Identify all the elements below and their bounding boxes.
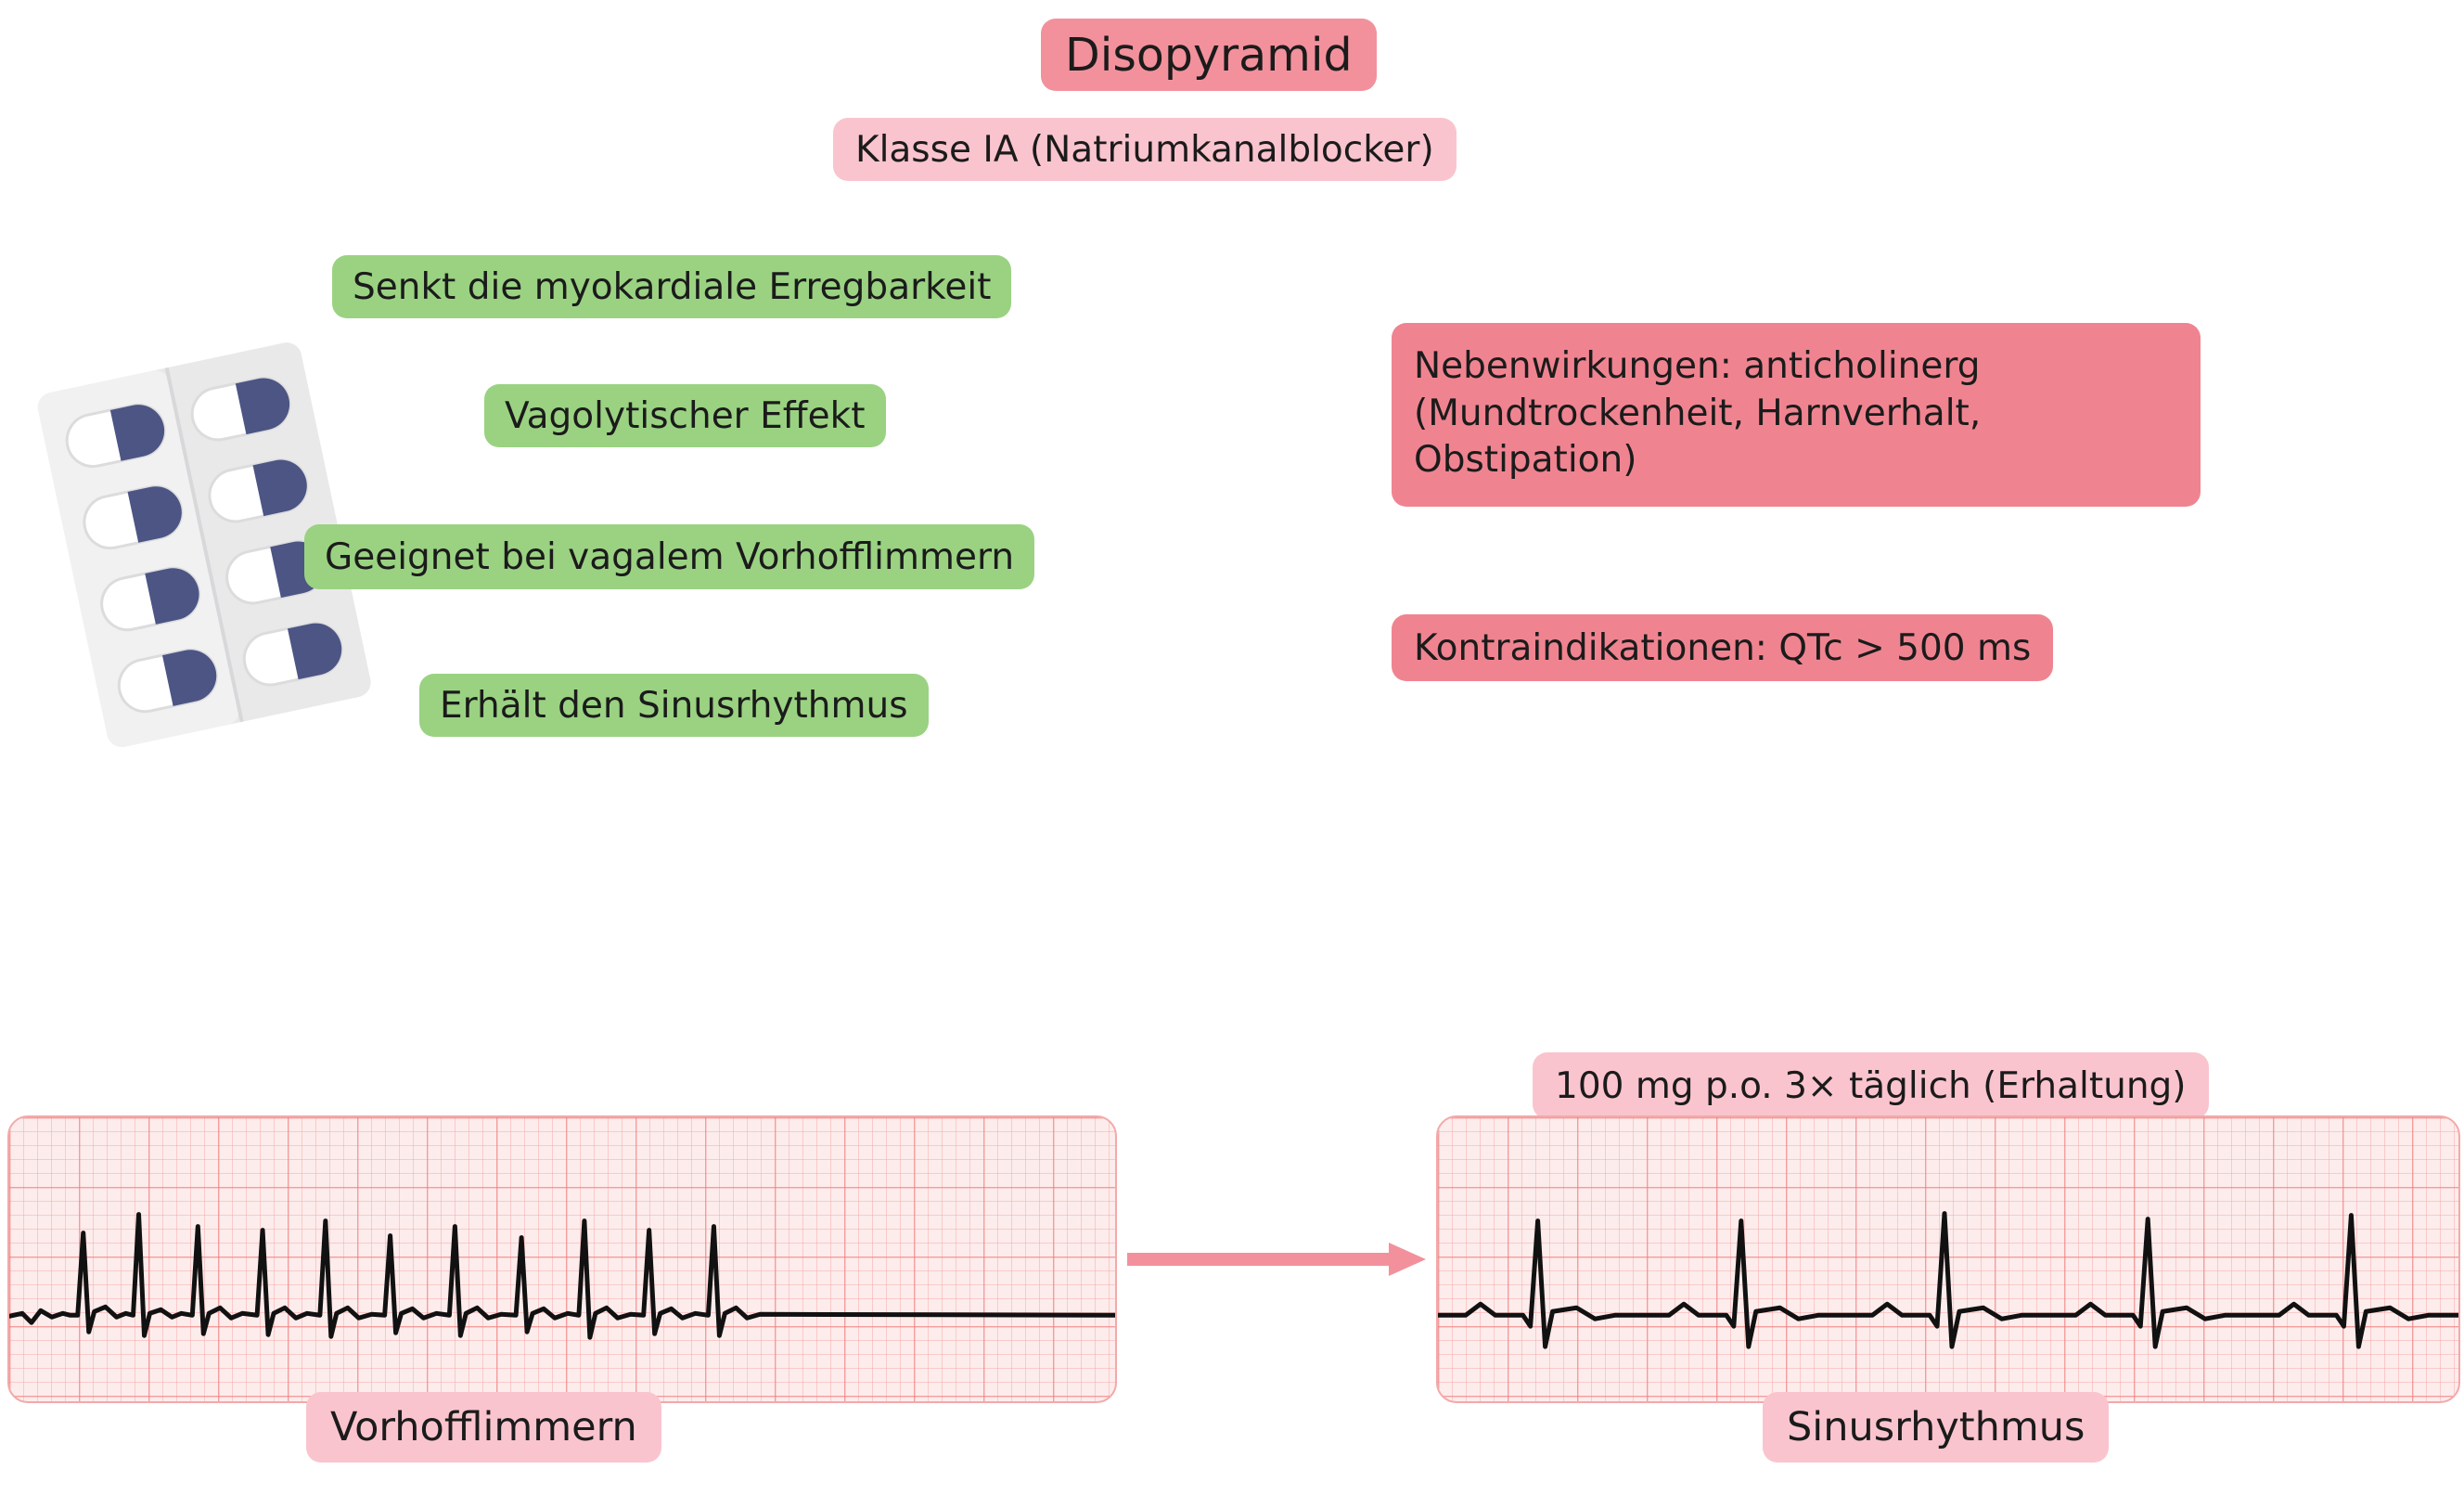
ecg-strip-after bbox=[1436, 1115, 2460, 1403]
drug-class-label: Klasse IA (Natriumkanalblocker) bbox=[833, 118, 1457, 181]
rhythm-caption-after: Sinusrhythmus bbox=[1763, 1392, 2109, 1463]
effect-label-vagolytic: Vagolytischer Effekt bbox=[484, 384, 886, 447]
page-title: Disopyramid bbox=[1041, 19, 1377, 91]
warning-label-side-effects: Nebenwirkungen: anticholinerg (Mundtrockenheit, Harnverhalt, Obstipation) bbox=[1392, 323, 2201, 507]
effect-label-excitability: Senkt die myokardiale Erregbarkeit bbox=[332, 255, 1011, 318]
ecg-strip-before bbox=[7, 1115, 1117, 1403]
right-arrow-icon bbox=[1127, 1241, 1429, 1278]
ecg-trace-atrial-fibrillation bbox=[9, 1117, 1115, 1403]
ecg-trace-sinus-rhythm bbox=[1438, 1117, 2458, 1403]
dose-label: 100 mg p.o. 3× täglich (Erhaltung) bbox=[1533, 1052, 2209, 1119]
rhythm-caption-before: Vorhofflimmern bbox=[306, 1392, 661, 1463]
warning-label-contraindications: Kontraindikationen: QTc > 500 ms bbox=[1392, 614, 2053, 681]
effect-label-sinus-maintenance: Erhält den Sinusrhythmus bbox=[419, 674, 929, 737]
effect-label-vagal-af: Geeignet bei vagalem Vorhofflimmern bbox=[304, 524, 1034, 589]
